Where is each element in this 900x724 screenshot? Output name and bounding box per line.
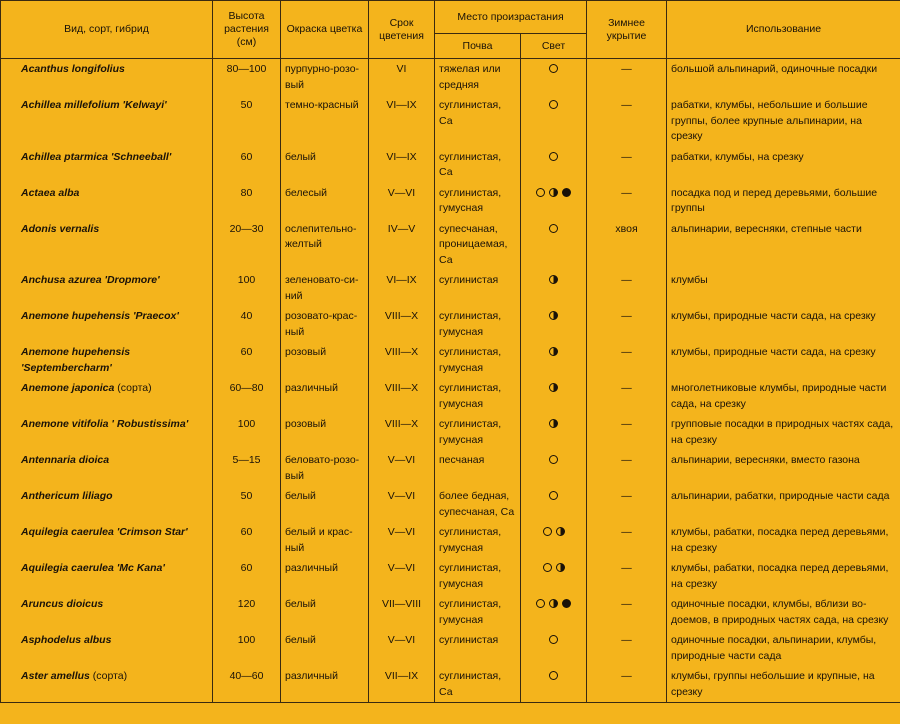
plant-height: 5—15: [213, 450, 281, 486]
bloom-time: V—VI: [369, 486, 435, 522]
sun-icon: [549, 455, 558, 464]
species-name: [1, 414, 213, 450]
soil-type: суглинистая: [435, 630, 521, 666]
light-requirement: [521, 414, 587, 450]
species-name: [1, 594, 213, 630]
species-latin-name: Anemone japonica: [21, 382, 115, 394]
table-row: [1, 378, 900, 414]
plant-height: 80: [213, 183, 281, 219]
species-latin-name: Actaea alba: [21, 186, 80, 199]
bloom-time: VIII—X: [369, 306, 435, 342]
species-name: [1, 666, 213, 703]
soil-type: суглинистая, гумусная: [435, 558, 521, 594]
light-requirement: [521, 59, 587, 96]
winter-cover: —: [587, 95, 667, 147]
flower-color: беловато-розовый: [281, 450, 369, 486]
species-latin-name: Achillea ptarmica 'Schneeball': [21, 150, 172, 163]
usage: клумбы: [667, 270, 900, 306]
species-name: [1, 342, 213, 378]
soil-type: песчаная: [435, 450, 521, 486]
plant-height: 100: [213, 270, 281, 306]
header-flower-color: Окраска цветка: [281, 1, 369, 59]
table-row: [1, 95, 900, 147]
plant-height: 40—60: [213, 666, 281, 703]
bloom-time: VIII—X: [369, 414, 435, 450]
sun-icon: [549, 224, 558, 233]
table-row: [1, 486, 900, 522]
bloom-time: V—VI: [369, 630, 435, 666]
usage: альпинарии, вересняки, степные части: [667, 219, 900, 271]
shade-icon: [562, 188, 571, 197]
half-shade-icon: [556, 527, 565, 536]
soil-type: суглинистая, Са: [435, 147, 521, 183]
species-suffix: (сорта): [92, 670, 128, 682]
winter-cover: —: [587, 522, 667, 558]
plant-height: 20—30: [213, 219, 281, 271]
light-requirement: [521, 270, 587, 306]
usage: рабатки, клумбы, небольшие и большие группы, более крупные альпинарии, на срезку: [667, 95, 900, 147]
header-bloom-time: Срок цветения: [369, 1, 435, 59]
light-requirement: [521, 450, 587, 486]
bloom-time: V—VI: [369, 558, 435, 594]
light-requirement: [521, 630, 587, 666]
usage: клумбы, природные части сада, на срезку: [667, 306, 900, 342]
flower-color: розовый: [281, 342, 369, 378]
bloom-time: VI—IX: [369, 147, 435, 183]
plant-height: 50: [213, 95, 281, 147]
species-name: [1, 450, 213, 486]
bloom-time: V—VI: [369, 183, 435, 219]
soil-type: суглинистая, гумусная: [435, 378, 521, 414]
plant-height: 60—80: [213, 378, 281, 414]
light-requirement: [521, 666, 587, 703]
light-requirement: [521, 594, 587, 630]
flower-color: различный: [281, 558, 369, 594]
flower-color: белесый: [281, 183, 369, 219]
usage: рабатки, клумбы, на срезку: [667, 147, 900, 183]
species-latin-name: Aquilegia caerulea 'Mc Kana': [21, 562, 165, 574]
plant-height: 100: [213, 414, 281, 450]
winter-cover: —: [587, 486, 667, 522]
header-soil: Почва: [435, 34, 521, 59]
table-row: [1, 666, 900, 703]
shade-icon: [562, 599, 571, 608]
plant-height: 50: [213, 486, 281, 522]
plant-height: 60: [213, 558, 281, 594]
half-shade-icon: [549, 599, 558, 608]
half-shade-icon: [549, 347, 558, 356]
half-shade-icon: [549, 188, 558, 197]
usage: клумбы, рабатки, посадка перед деревьями, на срезку: [667, 558, 900, 594]
usage: альпинарии, рабатки, природные части сада: [667, 486, 900, 522]
species-latin-name: Achillea millefolium 'Kelwayi': [21, 99, 167, 111]
bloom-time: V—VI: [369, 522, 435, 558]
winter-cover: —: [587, 270, 667, 306]
bloom-time: IV—V: [369, 219, 435, 271]
sun-icon: [549, 671, 558, 680]
usage: многолетниковые клумбы, природные части сада, на срезку: [667, 378, 900, 414]
winter-cover: —: [587, 630, 667, 666]
flower-color: белый: [281, 630, 369, 666]
species-suffix: (сорта): [117, 382, 152, 394]
header-light: Свет: [521, 34, 587, 59]
species-name: [1, 378, 213, 414]
sun-icon: [549, 635, 558, 644]
species-name: [1, 270, 213, 306]
species-latin-name: Anthericum liliago: [21, 490, 113, 502]
soil-type: суглинистая, гумусная: [435, 522, 521, 558]
soil-type: суглинистая, гумусная: [435, 342, 521, 378]
table-row: [1, 522, 900, 558]
winter-cover: —: [587, 414, 667, 450]
soil-type: суглинистая, гумусная: [435, 306, 521, 342]
light-requirement: [521, 95, 587, 147]
half-shade-icon: [549, 419, 558, 428]
soil-type: супесчаная, проницаемая, Са: [435, 219, 521, 271]
sun-icon: [543, 563, 552, 572]
species-latin-name: Anemone hupehensis 'Septembercharm': [21, 346, 131, 374]
species-name: [1, 183, 213, 219]
usage: групповые посадки в природных частях сада, на срезку: [667, 414, 900, 450]
table-row: [1, 414, 900, 450]
plant-height: 120: [213, 594, 281, 630]
species-name: [1, 95, 213, 147]
light-requirement: [521, 306, 587, 342]
sun-icon: [549, 152, 558, 161]
species-name: [1, 486, 213, 522]
species-name: [1, 219, 213, 271]
light-requirement: [521, 147, 587, 183]
header-use: Использование: [667, 1, 900, 59]
table-row: [1, 594, 900, 630]
winter-cover: —: [587, 558, 667, 594]
winter-cover: —: [587, 147, 667, 183]
usage: одиночные посадки, альпинарии, клумбы, природные части сада: [667, 630, 900, 666]
half-shade-icon: [549, 311, 558, 320]
table-row: [1, 147, 900, 183]
bloom-time: VII—IX: [369, 666, 435, 703]
table-row: [1, 342, 900, 378]
winter-cover: —: [587, 306, 667, 342]
soil-type: суглинистая, гумусная: [435, 414, 521, 450]
flower-color: белый и красный: [281, 522, 369, 558]
winter-cover: —: [587, 342, 667, 378]
usage: посадка под и перед деревьями, большие группы: [667, 183, 900, 219]
flower-color: различный: [281, 666, 369, 703]
half-shade-icon: [549, 383, 558, 392]
plant-height: 60: [213, 342, 281, 378]
species-latin-name: Aster amellus: [21, 670, 90, 682]
table-row: [1, 630, 900, 666]
table-row: [1, 219, 900, 271]
half-shade-icon: [556, 563, 565, 572]
winter-cover: —: [587, 59, 667, 96]
flower-color: белый: [281, 147, 369, 183]
species-name: [1, 306, 213, 342]
table-row: [1, 558, 900, 594]
sun-icon: [549, 491, 558, 500]
species-latin-name: Adonis vernalis: [21, 222, 100, 235]
flower-color: ослепительно-желтый: [281, 219, 369, 271]
header-winter-cover: Зимнее укрытие: [587, 1, 667, 59]
flower-color: белый: [281, 486, 369, 522]
winter-cover: —: [587, 183, 667, 219]
flower-color: зеленовато-синий: [281, 270, 369, 306]
species-latin-name: Anemone vitifolia ' Robustissima': [21, 418, 189, 430]
species-name: [1, 59, 213, 96]
soil-type: суглинистая, Са: [435, 666, 521, 703]
species-latin-name: Acanthus longifolius: [21, 63, 125, 75]
header-height: Высота растения (см): [213, 1, 281, 59]
sun-icon: [549, 100, 558, 109]
bloom-time: VII—VIII: [369, 594, 435, 630]
winter-cover: —: [587, 666, 667, 703]
bloom-time: VI—IX: [369, 95, 435, 147]
species-latin-name: Asphodelus albus: [21, 634, 112, 646]
species-name: [1, 558, 213, 594]
light-requirement: [521, 219, 587, 271]
species-latin-name: Aruncus dioicus: [21, 598, 104, 610]
usage: клумбы, природные части сада, на срезку: [667, 342, 900, 378]
soil-type: суглинистая: [435, 270, 521, 306]
sun-icon: [536, 599, 545, 608]
table-row: [1, 450, 900, 486]
flower-color: белый: [281, 594, 369, 630]
flower-color: темно-красный: [281, 95, 369, 147]
light-requirement: [521, 378, 587, 414]
light-requirement: [521, 522, 587, 558]
winter-cover: —: [587, 450, 667, 486]
sun-icon: [536, 188, 545, 197]
winter-cover: —: [587, 594, 667, 630]
species-name: [1, 147, 213, 183]
light-requirement: [521, 183, 587, 219]
soil-type: более бедная, супесчаная, Са: [435, 486, 521, 522]
usage: клумбы, рабатки, посадка перед деревьями, на срезку: [667, 522, 900, 558]
soil-type: суглинистая, гумусная: [435, 594, 521, 630]
plant-height: 60: [213, 522, 281, 558]
species-latin-name: Anchusa azurea 'Dropmore': [21, 274, 160, 286]
soil-type: тяжелая или средняя: [435, 59, 521, 96]
table-row: [1, 270, 900, 306]
light-requirement: [521, 342, 587, 378]
table-row: [1, 183, 900, 219]
sun-icon: [543, 527, 552, 536]
flower-color: розовато-красный: [281, 306, 369, 342]
species-name: [1, 522, 213, 558]
usage: альпинарии, вересняки, вместо газона: [667, 450, 900, 486]
usage: клумбы, группы небольшие и крупные, на срезку: [667, 666, 900, 703]
header-place: Место произрастания: [435, 1, 587, 34]
species-latin-name: Antennaria dioica: [21, 454, 110, 466]
usage: одиночные посадки, клумбы, вблизи водоемов, в природных частях сада, на срезку: [667, 594, 900, 630]
usage: большой альпинарий, одиночные посадки: [667, 59, 900, 96]
plant-height: 60: [213, 147, 281, 183]
bloom-time: VI: [369, 59, 435, 96]
flower-color: пурпурно-розовый: [281, 59, 369, 96]
species-latin-name: Aquilegia caerulea 'Crimson Star': [21, 526, 188, 538]
light-requirement: [521, 558, 587, 594]
soil-type: суглинистая, гумусная: [435, 183, 521, 219]
flower-color: различный: [281, 378, 369, 414]
species-latin-name: Anemone hupehensis 'Praecox': [21, 310, 179, 322]
table-row: [1, 59, 900, 96]
winter-cover: —: [587, 378, 667, 414]
bloom-time: VIII—X: [369, 342, 435, 378]
bloom-time: VI—IX: [369, 270, 435, 306]
winter-cover: хвоя: [587, 219, 667, 271]
table-row: [1, 306, 900, 342]
plant-height: 100: [213, 630, 281, 666]
plant-height: 40: [213, 306, 281, 342]
sun-icon: [549, 64, 558, 73]
flower-color: розовый: [281, 414, 369, 450]
bloom-time: V—VI: [369, 450, 435, 486]
soil-type: суглинистая, Са: [435, 95, 521, 147]
half-shade-icon: [549, 275, 558, 284]
header-name: Вид, сорт, гибрид: [1, 1, 213, 59]
light-requirement: [521, 486, 587, 522]
species-name: [1, 630, 213, 666]
bloom-time: VIII—X: [369, 378, 435, 414]
plant-height: 80—100: [213, 59, 281, 96]
